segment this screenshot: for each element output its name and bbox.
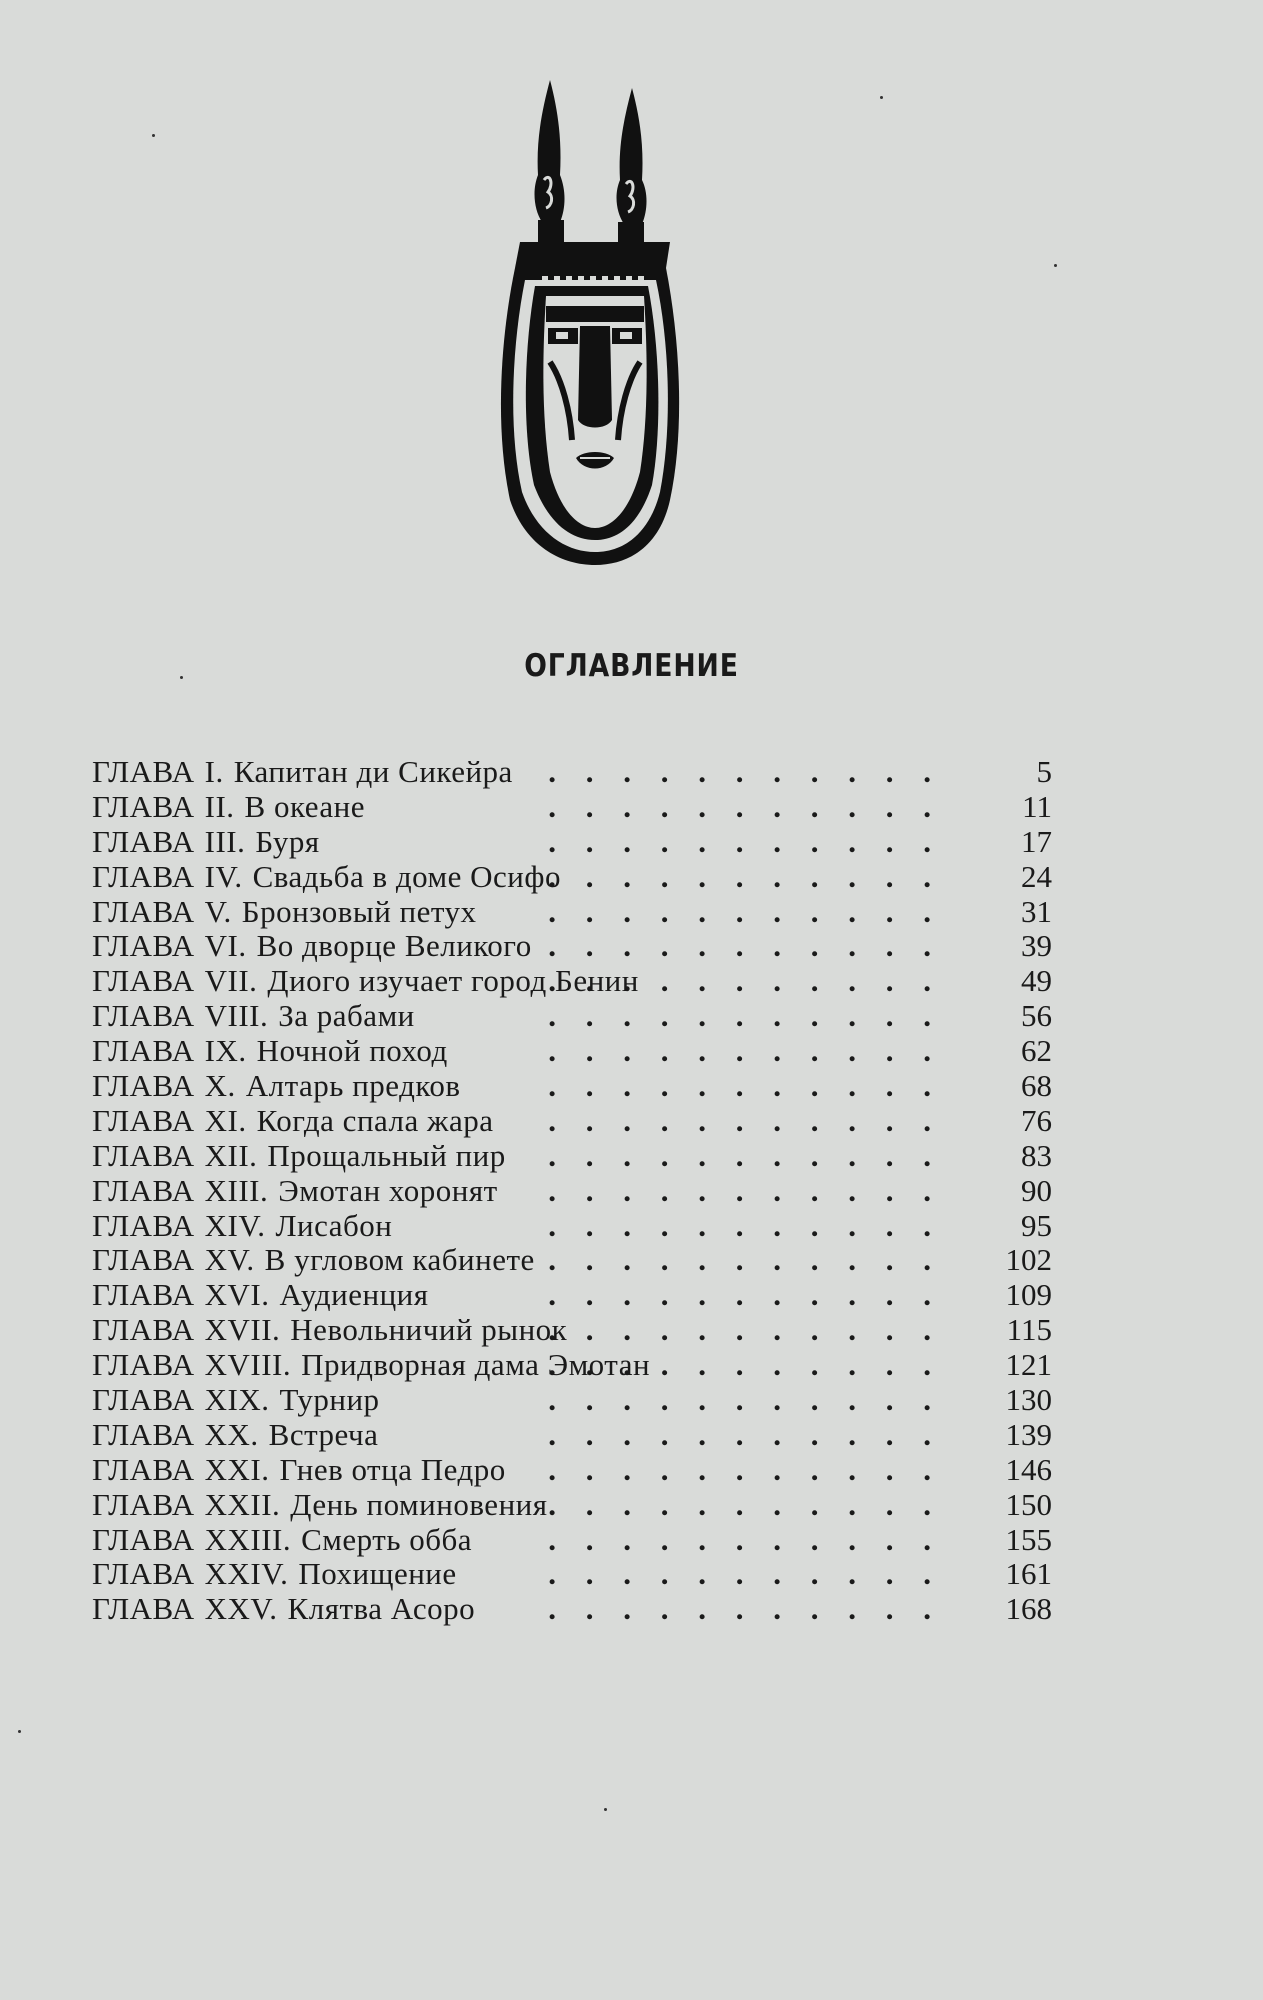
toc-chapter-title: В океане	[244, 788, 365, 824]
toc-chapter-word: ГЛАВА	[92, 963, 195, 999]
toc-entry	[92, 1488, 1052, 1523]
toc-chapter-numeral: XVIII.	[204, 1347, 292, 1383]
table-of-contents	[92, 755, 1052, 1627]
toc-page-number: 68	[1021, 1068, 1052, 1104]
toc-entry	[92, 1243, 1052, 1278]
toc-entry	[92, 1592, 1052, 1627]
toc-leader-dots: . . . . . . . . . . .	[548, 1591, 942, 1627]
toc-chapter-title: Встреча	[268, 1416, 379, 1452]
toc-entry	[92, 1523, 1052, 1558]
toc-chapter-label	[92, 1313, 577, 1348]
toc-chapter-title: Лисабон	[275, 1207, 393, 1243]
toc-chapter-numeral: XIV.	[204, 1207, 266, 1243]
toc-chapter-word: ГЛАВА	[92, 823, 195, 859]
toc-chapter-numeral: XVI.	[204, 1277, 270, 1313]
toc-chapter-numeral: VIII.	[204, 998, 269, 1034]
toc-chapter-title: Бронзовый петух	[241, 893, 477, 929]
toc-chapter-title: Ночной поход	[256, 1033, 448, 1069]
toc-chapter-word: ГЛАВА	[92, 1521, 195, 1557]
toc-chapter-numeral: IX.	[204, 1033, 247, 1069]
toc-leader-dots: . . . . . . . . . . .	[548, 754, 942, 789]
toc-leader-dots: . . . . . . . . . . .	[548, 1068, 942, 1104]
toc-entry	[92, 1034, 1052, 1069]
toc-leader-dots: . . . . . . . . . . .	[548, 1416, 942, 1452]
toc-entry	[92, 999, 1052, 1034]
toc-chapter-word: ГЛАВА	[92, 928, 195, 964]
toc-chapter-numeral: X.	[204, 1068, 236, 1104]
toc-page-number: 83	[1021, 1137, 1052, 1173]
toc-page-number: 102	[1005, 1242, 1052, 1278]
toc-chapter-label	[92, 1418, 388, 1453]
toc-chapter-title: Алтарь предков	[245, 1068, 461, 1104]
toc-page-number: 115	[1006, 1312, 1052, 1348]
toc-chapter-title: Придворная дама Эмотан	[301, 1347, 651, 1383]
toc-chapter-word: ГЛАВА	[92, 1591, 195, 1627]
toc-chapter-title: Похищение	[298, 1556, 457, 1592]
toc-chapter-label	[92, 1174, 508, 1209]
toc-chapter-numeral: III.	[204, 823, 246, 859]
toc-leader-dots: . . . . . . . . . . .	[548, 1382, 942, 1418]
toc-chapter-numeral: XV.	[204, 1242, 255, 1278]
toc-page-number: 62	[1021, 1033, 1052, 1069]
toc-chapter-word: ГЛАВА	[92, 1068, 195, 1104]
toc-chapter-label	[92, 1488, 558, 1523]
toc-page-number: 76	[1021, 1102, 1052, 1138]
toc-leader-dots: . . . . . . . . . . .	[548, 1207, 942, 1243]
toc-chapter-title: День поминовения	[290, 1486, 548, 1522]
toc-chapter-word: ГЛАВА	[92, 998, 195, 1034]
toc-page-number: 109	[1005, 1277, 1052, 1313]
toc-chapter-title: Во дворце Великого	[256, 928, 532, 964]
toc-chapter-word: ГЛАВА	[92, 1556, 195, 1592]
toc-entry	[92, 1348, 1052, 1383]
toc-chapter-title: За рабами	[278, 998, 415, 1034]
toc-entry	[92, 1209, 1052, 1244]
toc-chapter-word: ГЛАВА	[92, 1451, 195, 1487]
toc-chapter-title: Эмотан хоронят	[278, 1172, 498, 1208]
toc-page-number: 90	[1021, 1172, 1052, 1208]
toc-chapter-word: ГЛАВА	[92, 1102, 195, 1138]
toc-entry	[92, 895, 1052, 930]
toc-chapter-label	[92, 999, 425, 1034]
toc-chapter-label	[92, 1453, 516, 1488]
toc-chapter-numeral: XXIV.	[204, 1556, 289, 1592]
toc-chapter-word: ГЛАВА	[92, 1416, 195, 1452]
toc-chapter-label	[92, 860, 571, 895]
toc-entry	[92, 1557, 1052, 1592]
toc-chapter-word: ГЛАВА	[92, 1347, 195, 1383]
toc-chapter-label	[92, 1592, 485, 1627]
toc-page-number: 155	[1005, 1521, 1052, 1557]
toc-chapter-label	[92, 1243, 545, 1278]
toc-chapter-word: ГЛАВА	[92, 1486, 195, 1522]
toc-leader-dots: . . . . . . . . . . .	[548, 1521, 942, 1557]
toc-entry	[92, 1174, 1052, 1209]
toc-page-number: 11	[1022, 788, 1052, 824]
toc-page-number: 31	[1021, 893, 1052, 929]
toc-leader-dots: . . . . . . . . . . .	[548, 1312, 942, 1348]
toc-chapter-numeral: XVII.	[204, 1312, 281, 1348]
toc-chapter-numeral: IV.	[204, 858, 243, 894]
toc-chapter-title: Аудиенция	[279, 1277, 429, 1313]
toc-leader-dots: . . . . . . . . . . .	[548, 1556, 942, 1592]
toc-chapter-numeral: XX.	[204, 1416, 259, 1452]
toc-leader-dots: . . . . . . . . . . .	[548, 893, 942, 929]
toc-page-number: 39	[1021, 928, 1052, 964]
toc-page-number: 168	[1005, 1591, 1052, 1627]
toc-chapter-title: Буря	[255, 823, 320, 859]
toc-page-number: 150	[1005, 1486, 1052, 1522]
toc-chapter-numeral: XXII.	[204, 1486, 281, 1522]
toc-leader-dots: . . . . . . . . . . .	[548, 963, 942, 999]
toc-chapter-title: Диого изучает город Бенин	[267, 963, 639, 999]
toc-entry	[92, 964, 1052, 999]
toc-chapter-numeral: XXIII.	[204, 1521, 292, 1557]
toc-chapter-word: ГЛАВА	[92, 788, 195, 824]
toc-entry	[92, 825, 1052, 860]
toc-chapter-label	[92, 895, 487, 930]
page-title: ОГЛАВЛЕНИЕ	[524, 648, 739, 684]
toc-chapter-numeral: XIX.	[204, 1382, 270, 1418]
toc-page-number: 49	[1021, 963, 1052, 999]
toc-page-number: 56	[1021, 998, 1052, 1034]
toc-entry	[92, 1383, 1052, 1418]
toc-leader-dots: . . . . . . . . . . .	[548, 1033, 942, 1069]
toc-chapter-word: ГЛАВА	[92, 1137, 195, 1173]
toc-chapter-word: ГЛАВА	[92, 1207, 195, 1243]
toc-chapter-word: ГЛАВА	[92, 1033, 195, 1069]
toc-entry	[92, 755, 1052, 790]
toc-chapter-label	[92, 1209, 402, 1244]
toc-chapter-numeral: XIII.	[204, 1172, 269, 1208]
toc-chapter-title: Когда спала жара	[256, 1102, 494, 1138]
toc-leader-dots: . . . . . . . . . . .	[548, 928, 942, 964]
toc-leader-dots: . . . . . . . . . . .	[548, 1486, 942, 1522]
toc-leader-dots: . . . . . . . . . . .	[548, 1137, 942, 1173]
toc-page-number: 146	[1005, 1451, 1052, 1487]
toc-chapter-label	[92, 1383, 390, 1418]
toc-page-number: 161	[1005, 1556, 1052, 1592]
toc-chapter-numeral: VII.	[204, 963, 258, 999]
toc-chapter-label	[92, 929, 542, 964]
toc-chapter-numeral: VI.	[204, 928, 247, 964]
toc-chapter-numeral: XI.	[204, 1102, 247, 1138]
toc-chapter-label	[92, 790, 375, 825]
toc-chapter-label	[92, 755, 523, 790]
toc-chapter-word: ГЛАВА	[92, 1382, 195, 1418]
toc-chapter-word: ГЛАВА	[92, 1277, 195, 1313]
toc-chapter-word: ГЛАВА	[92, 1312, 195, 1348]
toc-entry	[92, 860, 1052, 895]
toc-page-number: 139	[1005, 1416, 1052, 1452]
toc-chapter-label	[92, 1557, 467, 1592]
toc-chapter-word: ГЛАВА	[92, 1172, 195, 1208]
toc-page-number: 130	[1005, 1382, 1052, 1418]
toc-chapter-title: Прощальный пир	[267, 1137, 506, 1173]
toc-chapter-label	[92, 825, 330, 860]
toc-chapter-title: Гнев отца Педро	[279, 1451, 506, 1487]
toc-chapter-numeral: XII.	[204, 1137, 258, 1173]
toc-page-number: 95	[1021, 1207, 1052, 1243]
toc-chapter-title: Турнир	[279, 1382, 380, 1418]
toc-entry	[92, 929, 1052, 964]
toc-entry	[92, 1104, 1052, 1139]
toc-page-number: 121	[1005, 1347, 1052, 1383]
toc-leader-dots: . . . . . . . . . . .	[548, 858, 942, 894]
toc-leader-dots: . . . . . . . . . . .	[548, 1451, 942, 1487]
toc-chapter-title: Смерть обба	[301, 1521, 473, 1557]
toc-chapter-label	[92, 1523, 482, 1558]
toc-leader-dots: . . . . . . . . . . .	[548, 1102, 942, 1138]
toc-page-number: 24	[1021, 858, 1052, 894]
toc-leader-dots: . . . . . . . . . . .	[548, 823, 942, 859]
toc-chapter-word: ГЛАВА	[92, 754, 195, 789]
toc-chapter-title: Капитан ди Сикейра	[233, 754, 513, 789]
toc-chapter-word: ГЛАВА	[92, 858, 195, 894]
toc-chapter-label	[92, 1034, 458, 1069]
toc-chapter-title: В угловом кабинете	[264, 1242, 535, 1278]
toc-entry	[92, 1418, 1052, 1453]
toc-chapter-title: Невольничий рынок	[290, 1312, 568, 1348]
toc-entry	[92, 1313, 1052, 1348]
toc-leader-dots: . . . . . . . . . . .	[548, 1347, 942, 1383]
toc-entry	[92, 1069, 1052, 1104]
benin-mask-icon	[480, 80, 720, 580]
toc-leader-dots: . . . . . . . . . . .	[548, 1277, 942, 1313]
toc-page-number: 5	[1036, 754, 1052, 789]
toc-chapter-numeral: V.	[204, 893, 232, 929]
toc-chapter-numeral: XXV.	[204, 1591, 278, 1627]
toc-chapter-label	[92, 1139, 516, 1174]
toc-chapter-numeral: XXI.	[204, 1451, 270, 1487]
toc-entry	[92, 1278, 1052, 1313]
toc-entry	[92, 1453, 1052, 1488]
toc-chapter-label	[92, 1104, 503, 1139]
toc-page-number: 17	[1021, 823, 1052, 859]
toc-chapter-numeral: II.	[204, 788, 235, 824]
toc-chapter-word: ГЛАВА	[92, 1242, 195, 1278]
toc-chapter-numeral: I.	[204, 754, 224, 789]
toc-chapter-label	[92, 1069, 471, 1104]
toc-leader-dots: . . . . . . . . . . .	[548, 998, 942, 1034]
toc-leader-dots: . . . . . . . . . . .	[548, 788, 942, 824]
toc-leader-dots: . . . . . . . . . . .	[548, 1172, 942, 1208]
toc-chapter-word: ГЛАВА	[92, 893, 195, 929]
toc-leader-dots: . . . . . . . . . . .	[548, 1242, 942, 1278]
toc-entry	[92, 1139, 1052, 1174]
toc-chapter-label	[92, 1278, 439, 1313]
toc-chapter-title: Свадьба в доме Осифо	[252, 858, 561, 894]
toc-chapter-title: Клятва Асоро	[287, 1591, 476, 1627]
toc-entry	[92, 790, 1052, 825]
